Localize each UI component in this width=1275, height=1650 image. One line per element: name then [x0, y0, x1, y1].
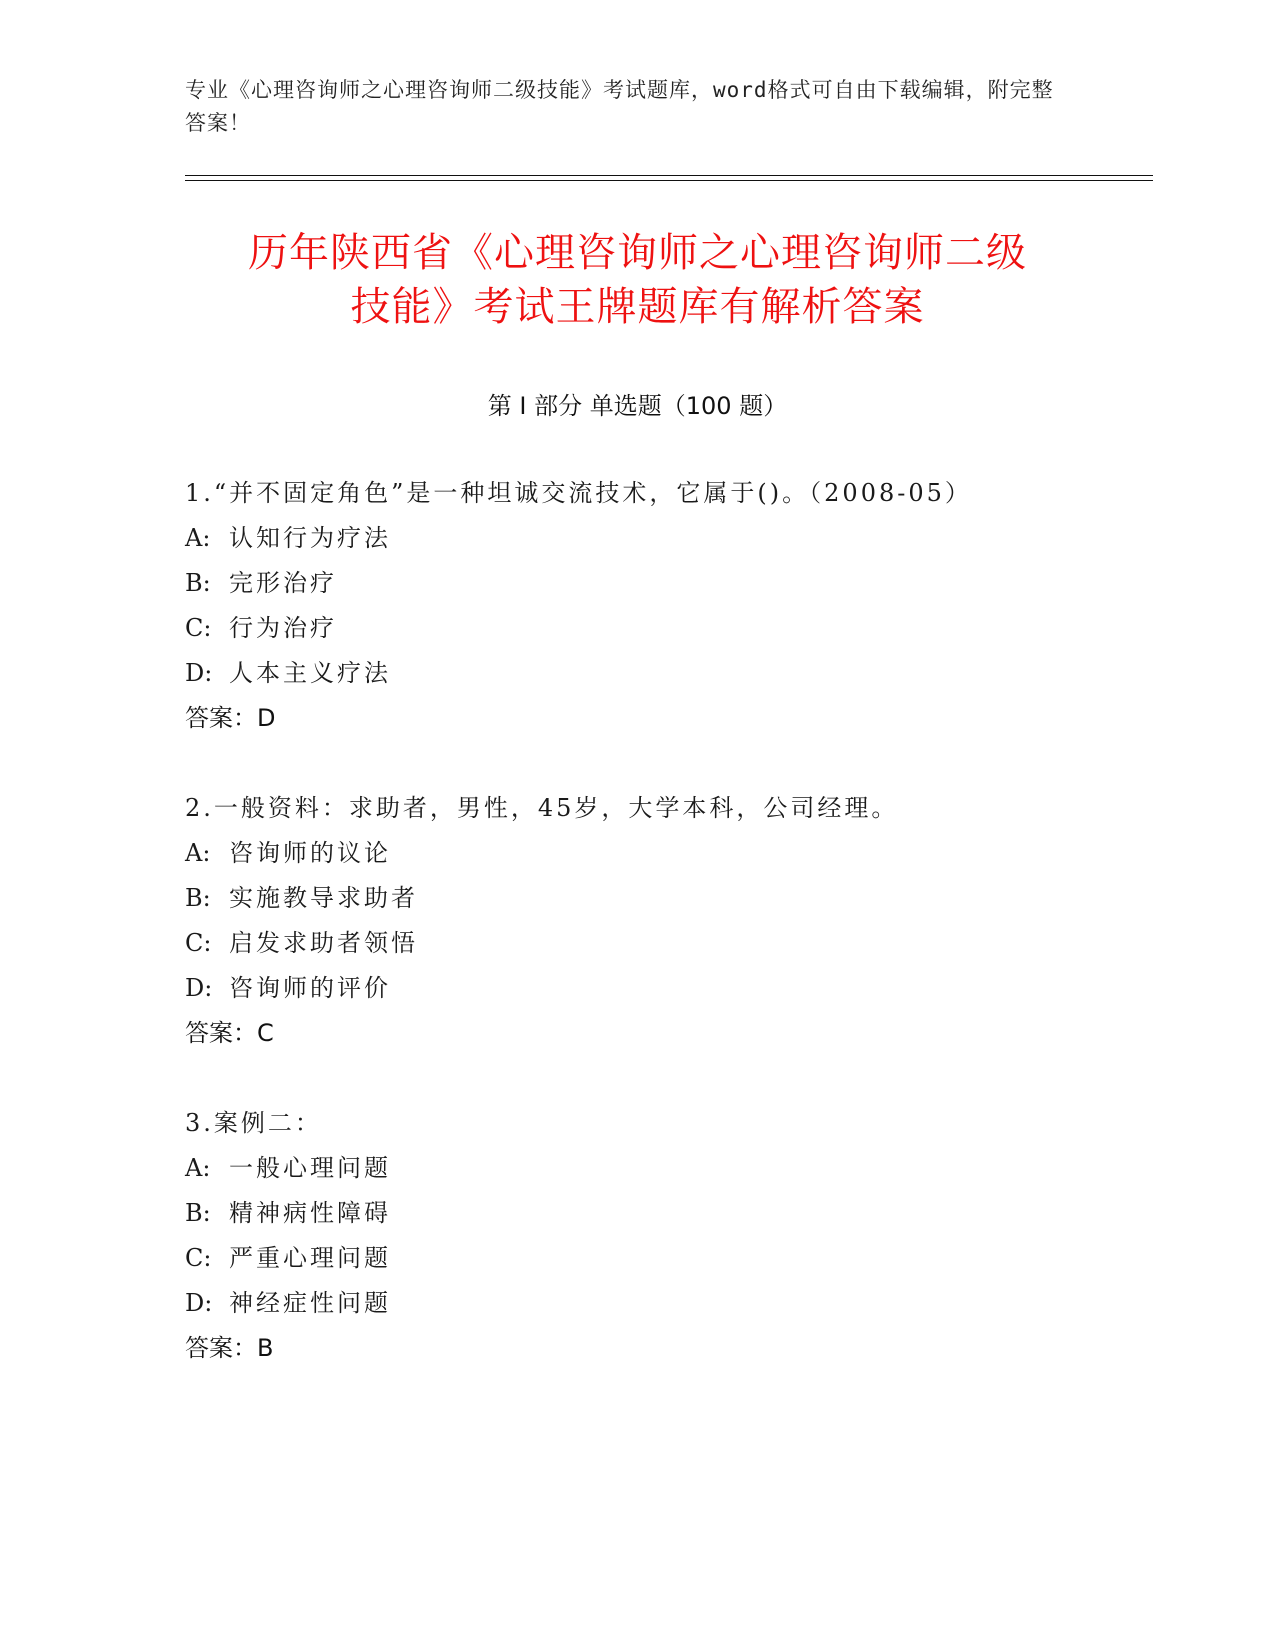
- option-c: [185, 921, 1085, 966]
- option-c: [185, 606, 1085, 651]
- option-letter: C:: [185, 614, 212, 642]
- question-item: [185, 786, 1085, 1056]
- option-text: 认知行为疗法: [229, 524, 391, 552]
- option-b: [185, 1191, 1085, 1236]
- option-letter: D:: [185, 974, 213, 1002]
- option-b: [185, 876, 1085, 921]
- answer-line: 答案：C: [185, 1019, 274, 1047]
- option-text: 一般心理问题: [229, 1154, 391, 1182]
- header-note: 专业《心理咨询师之心理咨询师二级技能》考试题库，word格式可自由下载编辑，附完整答案！: [185, 78, 1054, 135]
- option-letter: C:: [185, 1244, 212, 1272]
- header-rule-top: [185, 175, 1153, 176]
- question-stem: 3.案例二：: [185, 1109, 322, 1137]
- option-letter: B:: [185, 884, 211, 912]
- option-text: 行为治疗: [229, 614, 337, 642]
- option-text: 精神病性障碍: [229, 1199, 391, 1227]
- option-text: 咨询师的议论: [229, 839, 391, 867]
- option-text: 神经症性问题: [229, 1289, 391, 1317]
- option-letter: C:: [185, 929, 212, 957]
- option-letter: A:: [185, 839, 211, 867]
- option-text: 实施教导求助者: [229, 884, 418, 912]
- option-letter: B:: [185, 569, 211, 597]
- option-a: [185, 516, 1085, 561]
- option-letter: D:: [185, 1289, 213, 1317]
- answer-line: 答案：B: [185, 1334, 274, 1362]
- option-text: 咨询师的评价: [229, 974, 391, 1002]
- option-text: 严重心理问题: [229, 1244, 391, 1272]
- option-letter: A:: [185, 1154, 211, 1182]
- option-a: [185, 1146, 1085, 1191]
- option-a: [185, 831, 1085, 876]
- option-d: [185, 651, 1085, 696]
- document-title: [150, 226, 1125, 334]
- option-letter: A:: [185, 524, 211, 552]
- question-stem: 1.“并不固定角色”是一种坦诚交流技术，它属于()。（2008-05）: [185, 479, 972, 507]
- question-stem: 2.一般资料：求助者，男性，45岁，大学本科，公司经理。: [185, 794, 899, 822]
- option-letter: B:: [185, 1199, 211, 1227]
- header-rule-bottom: [185, 180, 1153, 181]
- answer-line: 答案：D: [185, 704, 276, 732]
- option-text: 启发求助者领悟: [229, 929, 418, 957]
- option-b: [185, 561, 1085, 606]
- question-item: [185, 471, 1085, 741]
- option-d: [185, 1281, 1085, 1326]
- option-text: 完形治疗: [229, 569, 337, 597]
- option-c: [185, 1236, 1085, 1281]
- option-d: [185, 966, 1085, 1011]
- option-letter: D:: [185, 659, 213, 687]
- section-title: 第 I 部分 单选题（100 题）: [487, 392, 788, 420]
- title-line-1: 历年陕西省《心理咨询师之心理咨询师二级: [248, 230, 1027, 276]
- question-item: [185, 1101, 1085, 1371]
- option-text: 人本主义疗法: [229, 659, 391, 687]
- title-line-2: 技能》考试王牌题库有解析答案: [350, 284, 925, 330]
